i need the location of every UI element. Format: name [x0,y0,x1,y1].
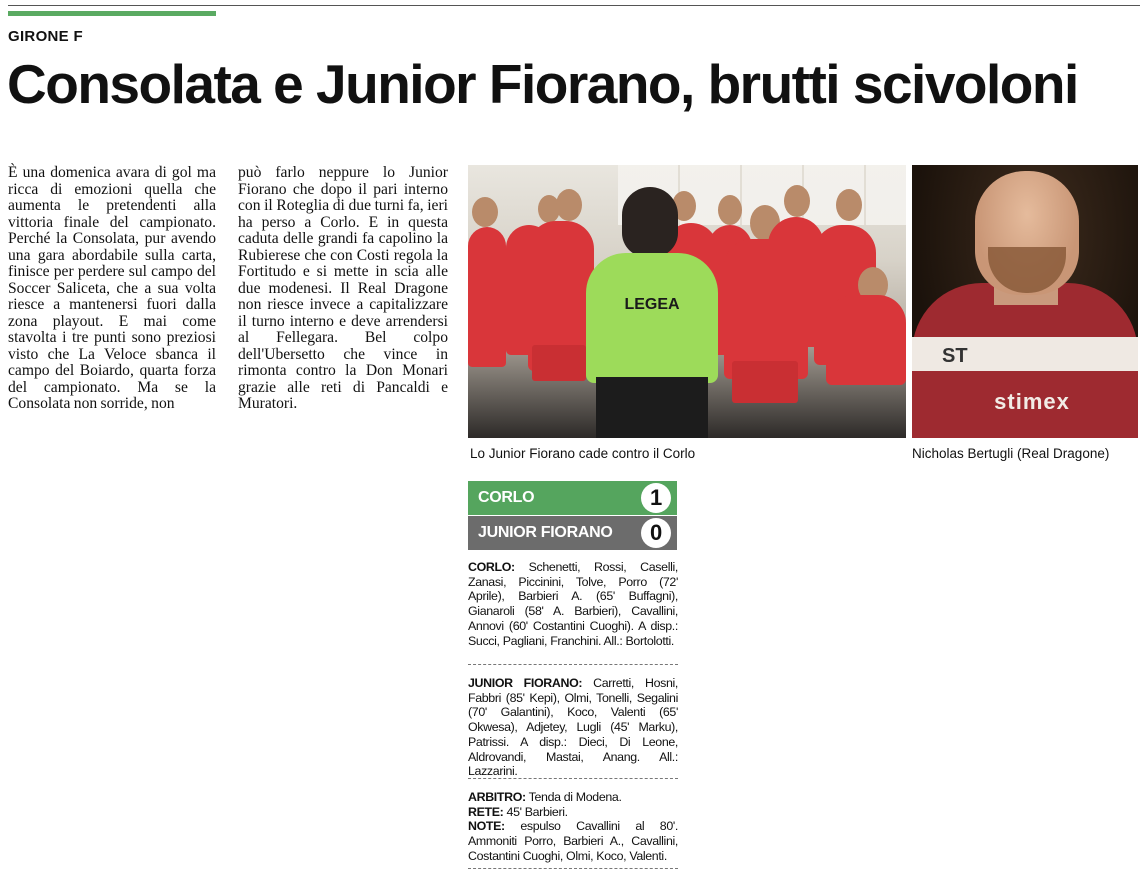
jersey-sponsor-text: stimex [994,389,1070,414]
home-team-name: CORLO [478,489,535,506]
goals-line [468,805,678,820]
home-score: 1 [641,483,671,513]
photo-caption-player: Nicholas Bertugli (Real Dragone) [912,446,1110,461]
article-column-2 [238,165,448,413]
home-lineup-label: CORLO: [468,560,515,574]
notes-label: NOTE: [468,819,505,834]
divider [468,868,678,869]
referee-line [468,790,678,805]
goals-label: RETE: [468,804,504,819]
section-kicker: GIRONE F [8,28,83,45]
headline: Consolata e Junior Fiorano, brutti scivoloni [7,53,1078,115]
divider [468,778,678,779]
away-lineup-label: JUNIOR FIORANO: [468,676,583,690]
notes-line [468,819,678,863]
away-team-name: JUNIOR FIORANO [478,524,613,541]
jersey-sponsor-st: ST [942,345,968,367]
away-lineup-text: Carretti, Hosni, Fabbri (85' Kepi), Olmi, Tonelli, Segalini (70' Galantini), Koco, Valenti (65' Okwesa), Adjetey, Lugli (45' Marku), Patrissi. A disp.: Dieci, Di Leone, Aldrovandi, Mastai, Anang. All.: Lazzarini. [468,676,679,779]
photo-caption-team: Lo Junior Fiorano cade contro il Corlo [470,446,696,461]
referee-shirt-logo: LEGEA [624,296,680,313]
referee-label: ARBITRO: [468,790,526,804]
divider [468,664,678,665]
goals-text: 45' Barbieri. [506,804,568,819]
away-score: 0 [641,518,671,548]
referee-shirt [586,253,718,383]
referee-text: Tenda di Modena. [528,790,622,804]
referee-shorts [596,377,708,438]
player-portrait [912,165,1138,438]
away-lineup [468,676,678,779]
article-column-1 [8,165,216,413]
article-text-1: È una domenica avara di gol ma ricca di emozioni quella che aumenta le pretendenti alla vittoria finale del campionato. Perché la Consolata, pur avendo una gara abordabile sulla carta, finisce per perdere sul campo del Soccer Saliceta, che a sua volta riesce a mantenersi fuori dalla zona playout. E mai come stavolta i tre punti sono preziosi visto che La Veloce sbanca il campo del Boiardo, quarta forza del campionato. Ma se la Consolata non sorride, non [8,164,216,412]
home-lineup [468,560,678,648]
match-info [468,790,678,864]
referee-head [622,187,678,257]
home-lineup-text: Schenetti, Rossi, Caselli, Zanasi, Piccinini, Tolve, Porro (72' Aprile), Barbieri A. (65' Buffagni), Gianaroli (58' A. Barbieri), Cavallini, Annovi (60' Costantini Cuoghi). A disp.: Succi, Pagliani, Franchini. All.: Bortolotti. [468,560,678,648]
top-rule [8,5,1140,6]
team-photo [468,165,906,438]
article-text-2: può farlo neppure lo Junior Fiorano che dopo il pari interno con il Roteglia di due turni fa, ieri ha perso a Corlo. E in questa caduta delle grandi fa capolino la Rubierese che con Costi regola la Fortitudo e si mette in scia alle due modenesi. Il Real Dragone non riesce invece a capitalizzare il turno interno e deve arrendersi al Fellegara. Bel colpo dell'Ubersetto che vince in rimonta contro la Don Monari grazie alle reti di Pancaldi e Muratori. [238,164,448,412]
scoreline-away [468,516,677,550]
section-accent-bar [8,11,216,16]
notes-text: espulso Cavallini al 80'. Ammoniti Porro, Barbieri A., Cavallini, Costantini Cuoghi, Olmi, Koco, Valenti. [468,819,678,863]
scoreline-home [468,481,677,515]
